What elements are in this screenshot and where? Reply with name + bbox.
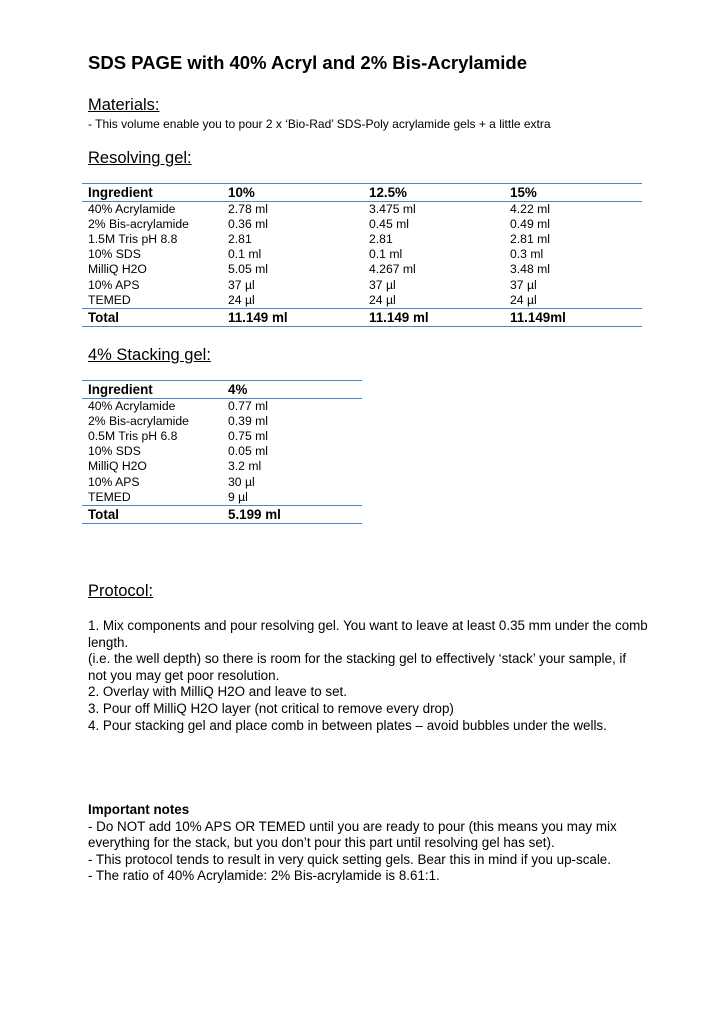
table-row [82,262,642,277]
table-cell: 37 µl [510,277,537,292]
table-cell: TEMED [88,292,131,307]
page-title: SDS PAGE with 40% Acryl and 2% Bis-Acrylamide [88,52,528,73]
table-cell: 10% APS [88,474,140,489]
table-cell: 0.5M Tris pH 6.8 [88,429,178,444]
stacking-gel-table [82,380,362,524]
table-row [82,474,362,489]
materials-text: - This volume enable you to pour 2 x ‘Bio-Rad’ SDS-Poly acrylamide gels + a little extra [88,117,551,131]
table-cell: 5.05 ml [228,262,268,277]
table-row [82,232,642,247]
table-cell: MilliQ H2O [88,262,147,277]
table-row [82,217,642,232]
table-row [82,293,642,309]
protocol-steps [88,618,648,734]
protocol-heading: Protocol: [88,582,154,600]
table-row [82,459,362,474]
table-cell: TEMED [88,489,131,504]
table-cell: 0.45 ml [369,217,409,232]
table-cell: 37 µl [228,277,255,292]
protocol-step: 1. Mix components and pour resolving gel. You want to leave at least 0.35 mm under the comb length. [88,618,648,650]
total-cell: Total [82,505,222,523]
table-row [82,277,642,292]
total-cell: 11.149 ml [222,308,363,326]
table-cell: 0.77 ml [228,399,268,414]
table-cell: 10% SDS [88,444,141,459]
total-row [82,308,642,326]
stacking-gel-heading: 4% Stacking gel: [88,346,211,364]
table-cell: 2% Bis-acrylamide [88,217,189,232]
table-row [82,399,362,415]
header-cell: 15% [504,184,642,202]
table-cell: 0.39 ml [228,414,268,429]
table-cell: 2.81 [228,232,252,247]
note-line: - Do NOT add 10% APS OR TEMED until you are ready to pour (this means you may mix everything for the stack, but you don’t pour this part until resolving gel has set). [88,818,617,851]
protocol-step: 3. Pour off MilliQ H2O layer (not critical to remove every drop) [88,700,454,716]
notes-heading: Important notes [88,802,190,817]
header-cell: Ingredient [82,184,222,202]
table-cell: 3.475 ml [369,202,416,217]
table-cell: 0.36 ml [228,217,268,232]
table-cell: 3.2 ml [228,459,262,474]
table-cell: 9 µl [228,489,248,504]
table-cell: MilliQ H2O [88,459,147,474]
table-cell: 0.1 ml [228,247,262,262]
table-header-row [82,381,362,399]
header-cell: 10% [222,184,363,202]
table-cell: 40% Acrylamide [88,202,176,217]
table-cell: 4.22 ml [510,202,550,217]
header-cell: 4% [222,381,362,399]
table-cell: 0.75 ml [228,429,268,444]
table-row [82,414,362,429]
table-cell: 1.5M Tris pH 8.8 [88,232,178,247]
table-cell: 30 µl [228,474,255,489]
table-cell: 24 µl [228,292,255,307]
resolving-gel-table [82,183,642,327]
table-row [82,429,362,444]
table-cell: 2.78 ml [228,202,268,217]
note-line: - This protocol tends to result in very quick setting gels. Bear this in mind if you up-scale. [88,851,611,867]
note-line: - The ratio of 40% Acrylamide: 2% Bis-acrylamide is 8.61:1. [88,868,440,884]
protocol-step: 2. Overlay with MilliQ H2O and leave to set. [88,684,347,700]
table-cell: 37 µl [369,277,396,292]
table-cell: 2.81 [369,232,393,247]
table-cell: 10% APS [88,277,140,292]
table-cell: 0.49 ml [510,217,550,232]
table-cell: 0.3 ml [510,247,544,262]
header-cell: Ingredient [82,381,222,399]
table-cell: 24 µl [369,292,396,307]
table-cell: 3.48 ml [510,262,550,277]
table-row [82,490,362,506]
total-cell: 5.199 ml [222,505,362,523]
total-row [82,505,362,523]
protocol-step: 4. Pour stacking gel and place comb in between plates – avoid bubbles under the wells. [88,717,607,733]
protocol-step: (i.e. the well depth) so there is room for the stacking gel to effectively ‘stack’ your sample, if not you may get poor resolution. [88,651,627,683]
table-cell: 4.267 ml [369,262,416,277]
table-cell: 2.81 ml [510,232,550,247]
table-row [82,444,362,459]
materials-heading: Materials: [88,96,160,114]
table-cell: 0.05 ml [228,444,268,459]
table-header-row [82,184,642,202]
total-cell: 11.149ml [504,308,642,326]
total-cell: 11.149 ml [363,308,504,326]
table-cell: 40% Acrylamide [88,399,176,414]
table-row [82,247,642,262]
header-cell: 12.5% [363,184,504,202]
table-cell: 24 µl [510,292,537,307]
table-cell: 10% SDS [88,247,141,262]
table-row [82,202,642,218]
resolving-gel-heading: Resolving gel: [88,149,192,167]
table-cell: 2% Bis-acrylamide [88,414,189,429]
table-cell: 0.1 ml [369,247,403,262]
total-cell: Total [82,308,222,326]
important-notes [88,802,648,885]
